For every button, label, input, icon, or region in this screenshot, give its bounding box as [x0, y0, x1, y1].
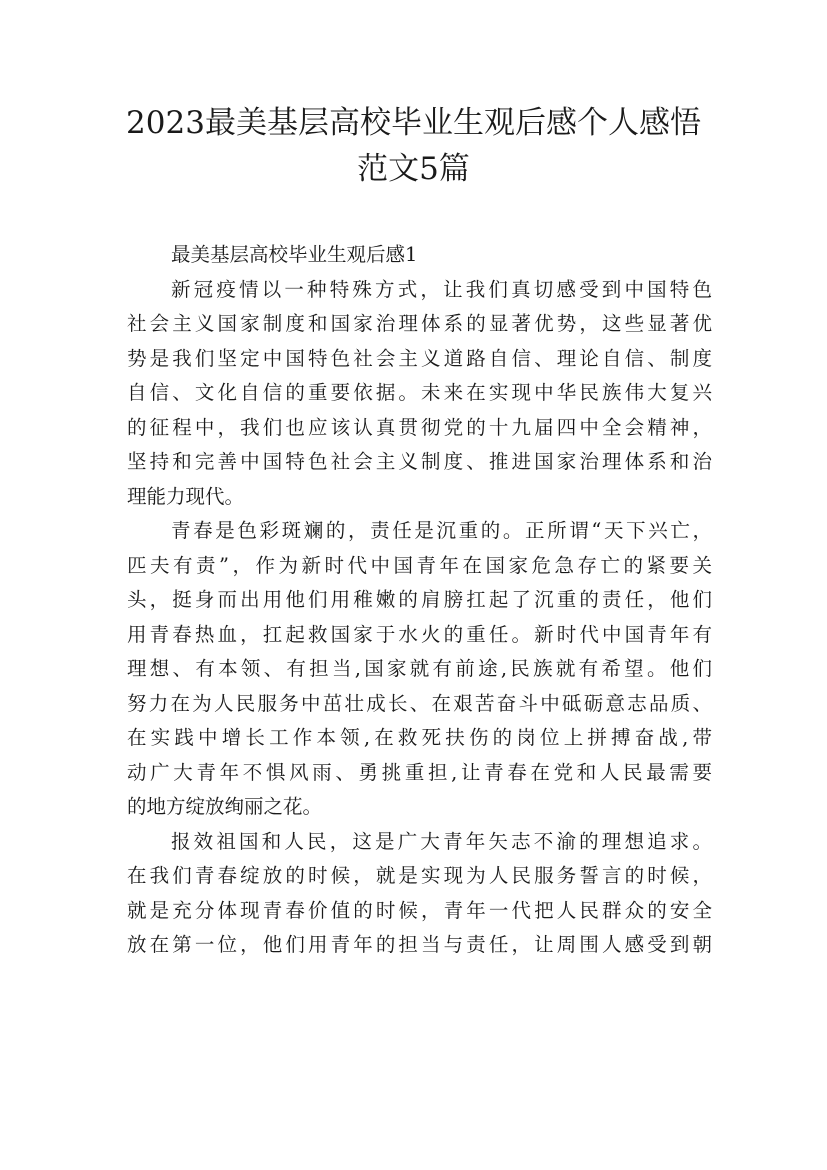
paragraph-line: 在我们青春绽放的时候，就是实现为人民服务誓言的时候，	[127, 864, 712, 887]
section-heading: 最美基层高校毕业生观后感1	[171, 243, 418, 266]
paragraph-line: 匹夫有责”，作为新时代中国青年在国家危急存亡的紧要关	[127, 553, 712, 577]
paragraph-line: 动广大青年不惧风雨、勇挑重担,让青春在党和人民最需要	[127, 760, 712, 784]
paragraph-line: 的地方绽放绚丽之花。	[127, 795, 323, 818]
paragraph-line: 就是充分体现青春价值的时候，青年一代把人民群众的安全	[127, 898, 712, 922]
paragraph-line: 理能力现代。	[127, 484, 245, 508]
paragraph-line: 理想、有本领、有担当,国家就有前途,民族就有希望。他们	[127, 657, 712, 680]
paragraph-line: 社会主义国家制度和国家治理体系的显著优势，这些显著优	[127, 312, 712, 335]
paragraph-line: 势是我们坚定中国特色社会主义道路自信、理论自信、制度	[127, 346, 712, 370]
paragraph-line: 新冠疫情以一种特殊方式，让我们真切感受到中国特色	[171, 277, 712, 301]
paragraph-line: 头，挺身而出用他们用稚嫩的肩膀扛起了沉重的责任，他们	[127, 588, 712, 611]
paragraph-line: 报效祖国和人民，这是广大青年矢志不渝的理想追求。	[171, 829, 712, 853]
paragraph-line: 坚持和完善中国特色社会主义制度、推进国家治理体系和治	[127, 450, 712, 473]
paragraph-2	[127, 514, 712, 825]
paragraph-line: 的征程中，我们也应该认真贯彻党的十九届四中全会精神，	[127, 415, 712, 439]
paragraph-line: 用青春热血，扛起救国家于水火的重任。新时代中国青年有	[127, 622, 712, 646]
paragraph-line: 在实践中增长工作本领,在救死扶伤的岗位上拼搏奋战,带	[127, 726, 712, 749]
paragraph-3	[127, 825, 712, 963]
paragraph-line: 努力在为人民服务中茁壮成长、在艰苦奋斗中砥砺意志品质、	[127, 691, 712, 715]
paragraph-line: 放在第一位，他们用青年的担当与责任，让周围人感受到朝	[127, 933, 712, 956]
paragraph-line: 青春是色彩斑斓的，责任是沉重的。正所谓“天下兴亡，	[171, 519, 712, 542]
document-body	[127, 238, 712, 963]
document-title	[100, 100, 727, 192]
title-line-1: 2023最美基层高校毕业生观后感个人感悟	[126, 105, 701, 141]
title-line-2: 范文5篇	[357, 151, 470, 187]
paragraph-line: 自信、文化自信的重要依据。未来在实现中华民族伟大复兴	[127, 381, 712, 404]
paragraph-1	[127, 273, 712, 515]
